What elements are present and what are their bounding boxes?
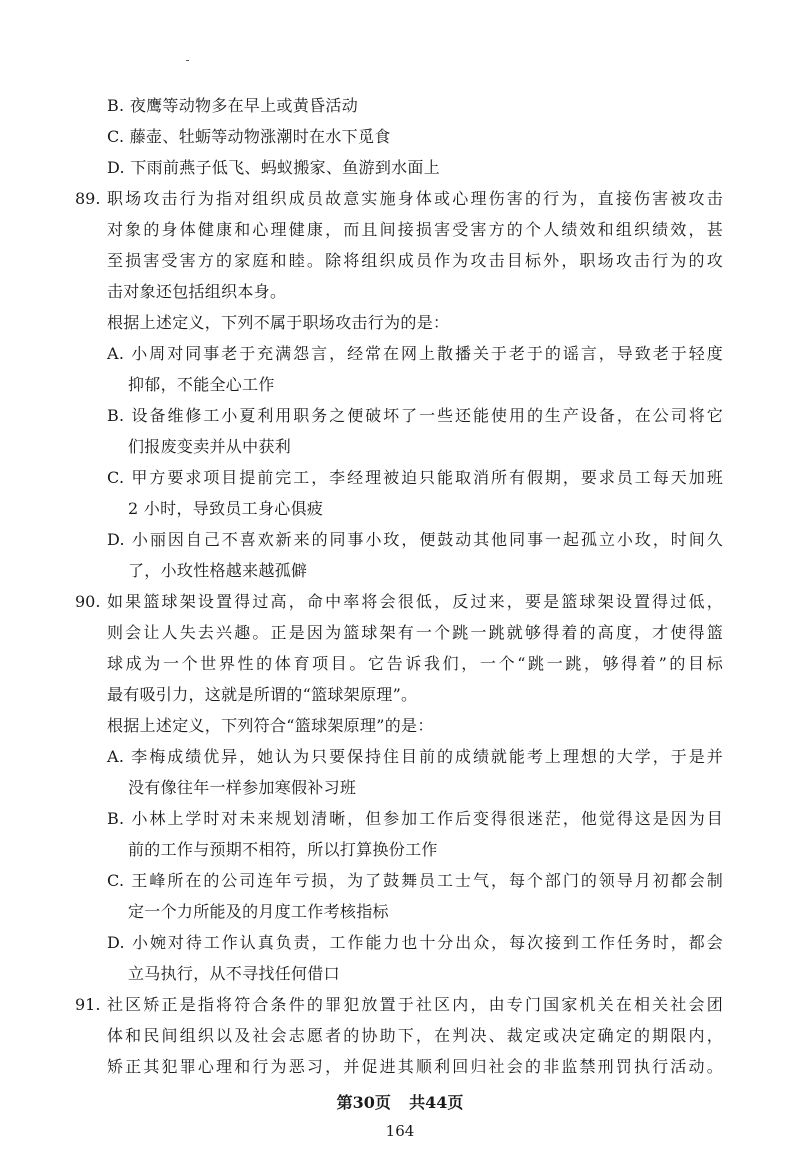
q90-stem-line: 则会让人失去兴趣。正是因为篮球架有一个跳一跳就够得着的高度，才使得篮 <box>107 623 723 642</box>
q90-option-a-cont: 没有像往年一样参加寒假补习班 <box>128 778 357 797</box>
q90-stem-line: 如果篮球架设置得过高，命中率将会很低，反过来，要是篮球架设置得过低， <box>107 592 723 611</box>
q90-prompt: 根据上述定义，下列符合“篮球架原理”的是： <box>107 716 434 735</box>
q88-option-c: C. 藤壶、牡蛎等动物涨潮时在水下觅食 <box>107 127 391 146</box>
q89-option-b-cont: 们报废变卖并从中获利 <box>128 437 292 456</box>
q91-number: 91. <box>75 995 101 1014</box>
q89-option-c: C. 甲方要求项目提前完工，李经理被迫只能取消所有假期，要求员工每天加班 <box>107 468 723 487</box>
q90-stem-line: 球成为一个世界性的体育项目。它告诉我们，一个“跳一跳，够得着”的目标 <box>107 654 723 673</box>
scan-speck <box>186 60 189 61</box>
q89-stem-line: 职场攻击行为指对组织成员故意实施身体或心理伤害的行为，直接伤害被攻击 <box>107 189 723 208</box>
page-number: 164 <box>385 1122 415 1140</box>
q91-stem-line: 矫正其犯罪心理和行为恶习，并促进其顺利回归社会的非监禁刑罚执行活动。 <box>107 1057 723 1076</box>
q89-prompt: 根据上述定义，下列不属于职场攻击行为的是： <box>107 313 450 332</box>
q89-number: 89. <box>75 189 101 208</box>
q89-option-d-cont: 了，小玫性格越来越孤僻 <box>128 561 308 580</box>
q90-option-a: A. 李梅成绩优异，她认为只要保持住目前的成绩就能考上理想的大学，于是并 <box>107 747 723 766</box>
q90-option-d: D. 小婉对待工作认真负责，工作能力也十分出众，每次接到工作任务时，都会 <box>107 933 723 952</box>
total-pages-label: 共44页 <box>409 1093 464 1112</box>
q90-option-c: C. 王峰所在的公司连年亏损，为了鼓舞员工士气，每个部门的领导月初都会制 <box>107 871 723 890</box>
q90-option-b: B. 小林上学时对未来规划清晰，但参加工作后变得很迷茫，他觉得这是因为目 <box>107 809 723 828</box>
q89-option-a-cont: 抑郁，不能全心工作 <box>128 375 275 394</box>
q89-option-b: B. 设备维修工小夏利用职务之便破坏了一些还能使用的生产设备，在公司将它 <box>107 406 723 425</box>
q89-stem-line: 至损害受害方的家庭和睦。除将组织成员作为攻击目标外，职场攻击行为的攻 <box>107 251 723 270</box>
q88-option-b: B. 夜鹰等动物多在早上或黄昏活动 <box>107 96 359 115</box>
q89-stem-line: 击对象还包括组织本身。 <box>107 282 287 301</box>
q90-number: 90. <box>75 592 101 611</box>
q90-option-c-cont: 定一个力所能及的月度工作考核指标 <box>128 902 389 921</box>
q90-stem-line: 最有吸引力，这就是所谓的“篮球架原理”。 <box>107 685 418 704</box>
q91-stem-line: 体和民间组织以及社会志愿者的协助下，在判决、裁定或决定确定的期限内， <box>107 1026 723 1045</box>
q89-option-c-cont: 2 小时，导致员工身心俱疲 <box>128 499 324 518</box>
q90-option-d-cont: 立马执行，从不寻找任何借口 <box>128 964 340 983</box>
page-label: 第30页 <box>336 1093 391 1112</box>
q88-option-d: D. 下雨前燕子低飞、蚂蚁搬家、鱼游到水面上 <box>107 158 441 177</box>
q91-stem-line: 社区矫正是指将符合条件的罪犯放置于社区内，由专门国家机关在相关社会团 <box>107 995 723 1014</box>
q90-option-b-cont: 前的工作与预期不相符，所以打算换份工作 <box>128 840 438 859</box>
page-footer <box>0 1093 800 1113</box>
q89-option-d: D. 小丽因自己不喜欢新来的同事小玫，便鼓动其他同事一起孤立小玫，时间久 <box>107 530 723 549</box>
q89-option-a: A. 小周对同事老于充满怨言，经常在网上散播关于老于的谣言，导致老于轻度 <box>107 344 723 363</box>
q89-stem-line: 对象的身体健康和心理健康，而且间接损害受害方的个人绩效和组织绩效，甚 <box>107 220 723 239</box>
